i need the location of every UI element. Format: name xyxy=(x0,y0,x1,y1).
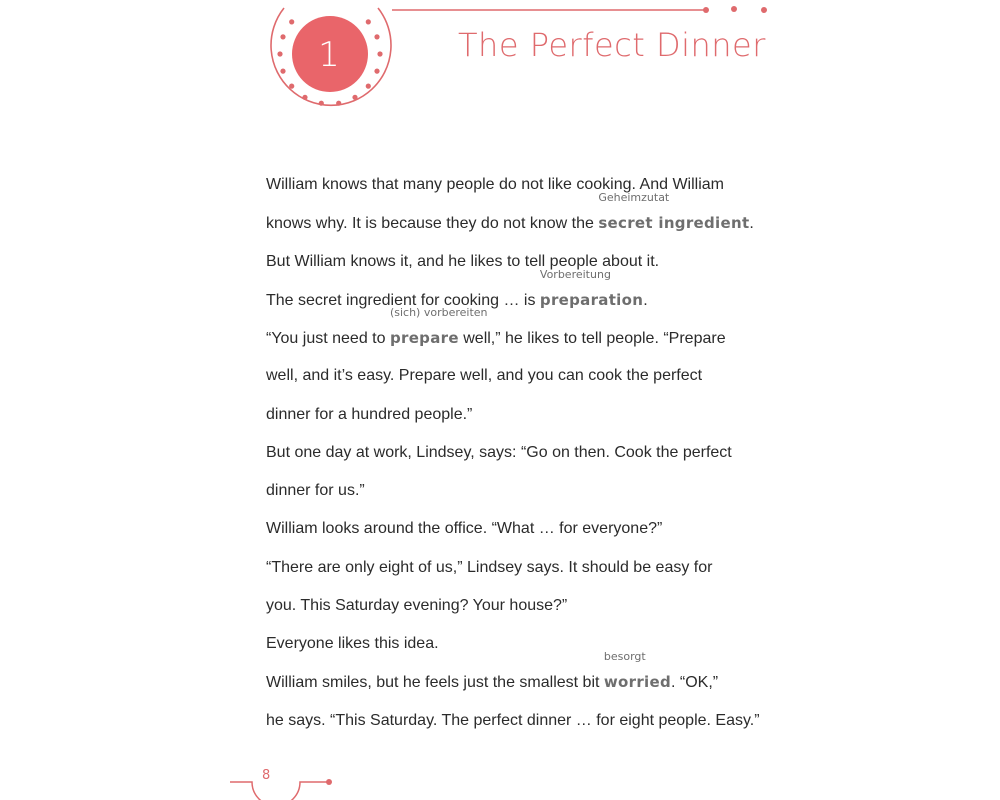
ring-dot xyxy=(366,19,371,24)
text-segment: William smiles, but he feels just the smallest bit xyxy=(266,674,604,692)
vocabulary-term xyxy=(598,191,750,240)
vocabulary-gloss: (sich) vorbereiten xyxy=(389,306,488,319)
vocabulary-word: prepare xyxy=(389,329,459,347)
text-segment: well,” he likes to tell people. “Prepare xyxy=(458,330,726,347)
ring-dot xyxy=(319,101,324,106)
ring-dot xyxy=(280,34,285,39)
text-segment: “There are only eight of us,” Lindsey says. It should be easy for xyxy=(266,558,713,576)
ring-dot xyxy=(374,34,379,39)
text-segment: he says. “This Saturday. The perfect dinner … for eight people. Easy.” xyxy=(266,711,760,729)
chapter-title: The Perfect Dinner xyxy=(458,26,766,64)
vocabulary-word: secret ingredient xyxy=(598,214,750,233)
text-segment: dinner for us.” xyxy=(266,482,365,499)
rule-dot xyxy=(761,7,767,13)
rule-dot xyxy=(703,7,709,13)
vocabulary-gloss: besorgt xyxy=(603,650,646,664)
text-line xyxy=(266,650,746,703)
text-line xyxy=(266,627,746,665)
chapter-number: 1 xyxy=(318,35,340,75)
vocabulary-word: worried xyxy=(603,673,672,692)
text-segment: well, and it’s easy. Prepare well, and you can cook the perfect xyxy=(266,367,703,385)
text-line xyxy=(266,704,760,742)
text-segment: knows why. It is because they do not know the xyxy=(266,215,599,233)
text-segment: William looks around the office. “What … for everyone?” xyxy=(266,520,663,538)
text-line xyxy=(266,474,746,512)
page-number: 8 xyxy=(262,768,271,783)
rule-dot xyxy=(731,6,737,12)
ring-dot xyxy=(277,51,282,56)
text-line xyxy=(266,306,746,359)
text-line xyxy=(266,589,746,627)
text-line xyxy=(266,191,754,244)
footer-dot xyxy=(326,779,332,785)
text-line xyxy=(266,245,746,283)
text-segment: Everyone likes this idea. xyxy=(266,635,439,652)
vocabulary-term xyxy=(603,650,672,699)
text-segment: . xyxy=(749,215,754,233)
story-text xyxy=(266,168,760,742)
text-segment: . xyxy=(643,291,648,309)
text-segment: But one day at work, Lindsey, says: “Go on then. Cook the perfect xyxy=(266,443,732,461)
text-line xyxy=(266,267,746,321)
vocabulary-gloss: Geheimzutat xyxy=(598,191,670,205)
vocabulary-term xyxy=(539,267,644,317)
text-line xyxy=(266,398,746,436)
ring-dot xyxy=(289,19,294,24)
text-segment: William knows that many people do not like cooking. And William xyxy=(266,176,724,193)
text-segment: “You just need to xyxy=(266,330,390,347)
text-line xyxy=(266,436,746,474)
ring-dot xyxy=(352,95,357,100)
text-line xyxy=(266,359,746,397)
text-segment: you. This Saturday evening? Your house?” xyxy=(266,596,568,614)
footer-ornament xyxy=(230,782,328,800)
ring-dot xyxy=(289,84,294,89)
ring-dot xyxy=(280,69,285,74)
text-segment: . “OK,” xyxy=(671,674,719,692)
vocabulary-word: preparation xyxy=(539,290,644,309)
text-line xyxy=(266,512,746,550)
text-line xyxy=(266,551,746,589)
ring-dot xyxy=(374,69,379,74)
text-segment: But William knows it, and he likes to tell people about it. xyxy=(266,252,660,270)
ring-dot xyxy=(336,101,341,106)
text-segment: The secret ingredient for cooking … is xyxy=(266,291,540,309)
ring-dot xyxy=(366,84,371,89)
text-segment: dinner for a hundred people.” xyxy=(266,405,473,423)
ring-dot xyxy=(302,95,307,100)
text-line xyxy=(266,168,746,206)
vocabulary-term xyxy=(389,306,488,355)
ring-dot xyxy=(377,51,382,56)
vocabulary-gloss: Vorbereitung xyxy=(539,267,611,281)
